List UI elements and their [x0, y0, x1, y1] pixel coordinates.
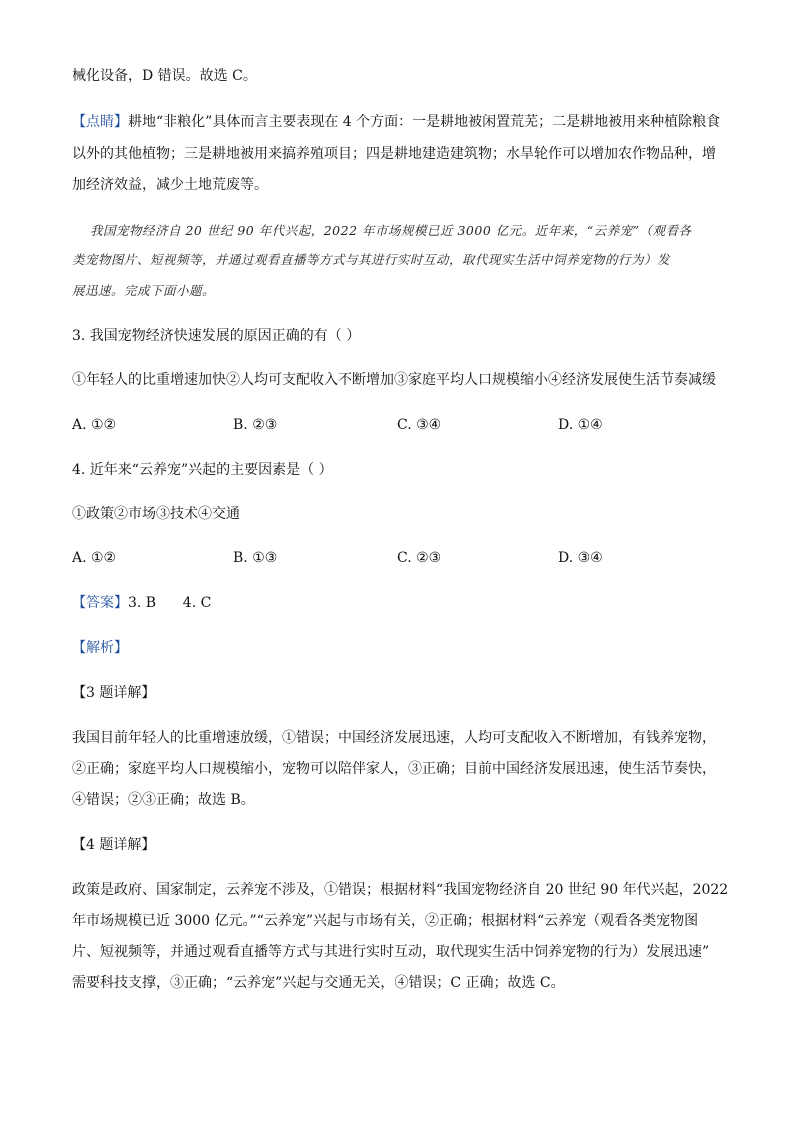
answer-tag: 【答案】: [72, 595, 128, 611]
detail-4-line-2: 年市场规模已近 3000 亿元。”“云养宠”兴起与市场有关，②正确；根据材料“云养宠（观看各类宠物图: [72, 913, 699, 929]
tip-line-3: 加经济效益，减少土地荒废等。: [72, 177, 268, 193]
question-3-option-d: D. ①④: [558, 417, 603, 433]
tip-tag: 【点睛】: [72, 114, 128, 130]
detail-4-tag: 【4 题详解】: [72, 837, 156, 853]
question-3-option-b: B. ②③: [233, 417, 278, 433]
continuation-text: 械化设备，D 错误。故选 C。: [72, 68, 257, 84]
detail-4-line-1: 政策是政府、国家制定，云养宠不涉及，①错误；根据材料“我国宠物经济自 20 世纪 90 年代兴起，2022: [72, 882, 729, 898]
question-4-stem: 4. 近年来“云养宠”兴起的主要因素是（ ）: [72, 462, 333, 478]
tip-line-1: [72, 113, 720, 131]
analysis-tag: 【解析】: [72, 640, 128, 656]
question-4-option-d: D. ③④: [558, 550, 603, 566]
answer-text: 3. B 4. C: [128, 595, 212, 611]
question-3-option-c: C. ③④: [397, 417, 442, 433]
material-line-3: 展迅速。完成下面小题。: [72, 283, 216, 298]
tip-line-2: 以外的其他植物；三是耕地被用来搞养殖项目；四是耕地建造建筑物；水旱轮作可以增加农作物品种，增: [72, 146, 716, 162]
question-4-option-a: A. ①②: [72, 550, 117, 566]
answer-line: [72, 594, 211, 612]
question-4-option-c: C. ②③: [397, 550, 442, 566]
detail-4-line-3: 片、短视频等，并通过观看直播等方式与其进行实时互动，取代现实生活中饲养宠物的行为）发展迅速”: [72, 944, 710, 960]
detail-3-line-1: 我国目前年轻人的比重增速放缓，①错误；中国经济发展迅速，人均可支配收入不断增加，有钱养宠物，: [72, 730, 716, 746]
detail-3-tag: 【3 题详解】: [72, 685, 156, 701]
question-4-option-b: B. ①③: [233, 550, 278, 566]
detail-3-line-3: ④错误；②③正确；故选 B。: [72, 792, 255, 808]
question-3-option-a: A. ①②: [72, 417, 117, 433]
material-line-1: 我国宠物经济自 20 世纪 90 年代兴起，2022 年市场规模已近 3000 亿元。近年来，“云养宠”（观看各: [90, 223, 692, 238]
detail-3-line-2: ②正确；家庭平均人口规模缩小，宠物可以陪伴家人，③正确；目前中国经济发展迅速，使生活节奏快，: [72, 761, 716, 777]
tip-text-1: 耕地“非粮化”具体而言主要表现在 4 个方面：一是耕地被闲置荒芜；二是耕地被用来种植除粮食: [128, 114, 721, 130]
detail-4-line-4: 需要科技支撑，③正确；“云养宠”兴起与交通无关，④错误；C 正确；故选 C。: [72, 975, 565, 991]
question-3-statements: ①年轻人的比重增速加快②人均可支配收入不断增加③家庭平均人口规模缩小④经济发展使生活节奏减缓: [72, 372, 716, 388]
question-4-statements: ①政策②市场③技术④交通: [72, 506, 240, 522]
material-line-2: 类宠物图片、短视频等，并通过观看直播等方式与其进行实时互动，取代现实生活中饲养宠物的行为）发: [72, 252, 671, 267]
question-3-stem: 3. 我国宠物经济快速发展的原因正确的有（ ）: [72, 328, 361, 344]
